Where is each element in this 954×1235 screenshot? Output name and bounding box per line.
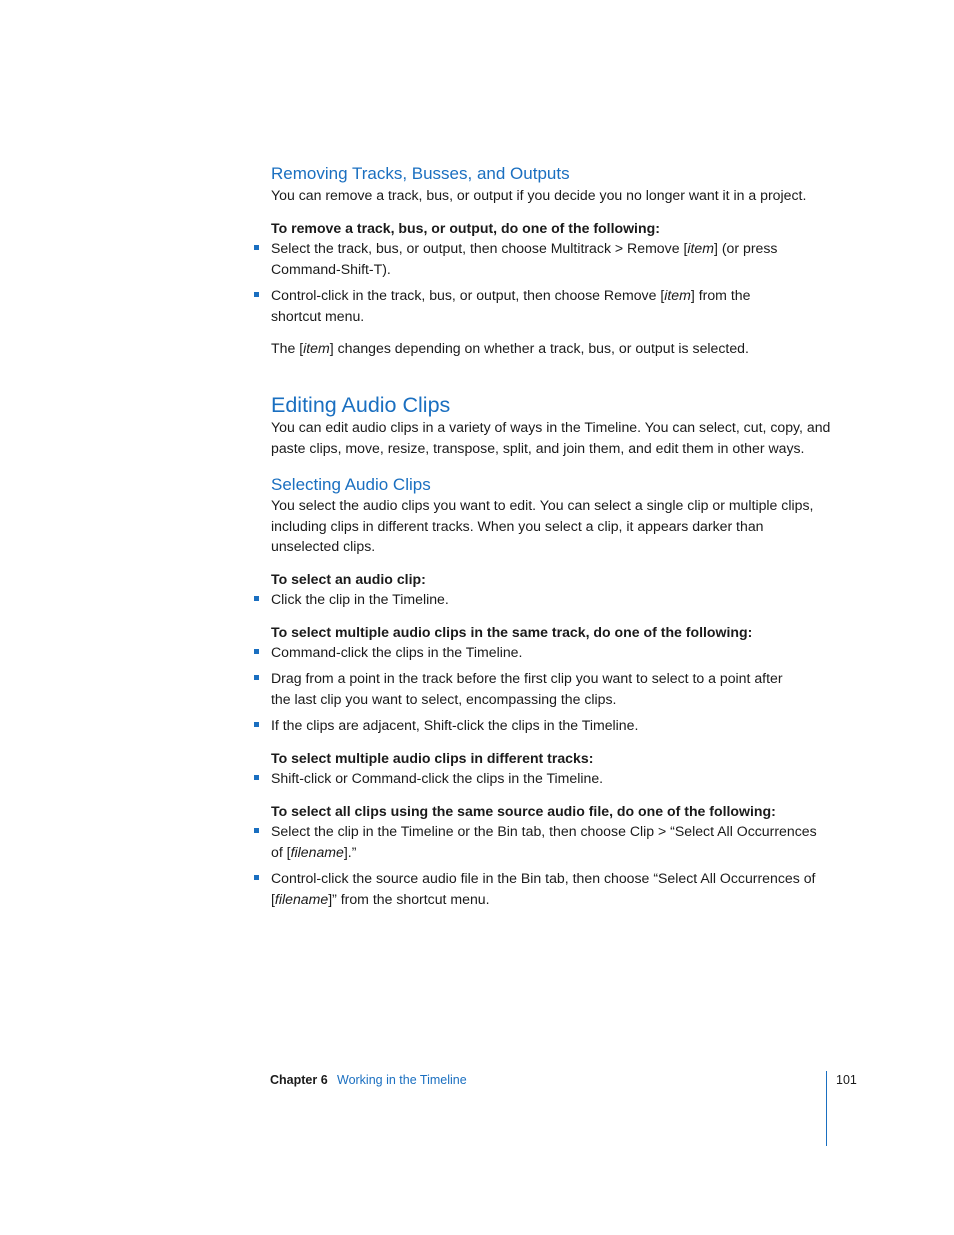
text: Drag from a point in the track before the first clip you want to select to a point after: [271, 670, 783, 686]
text: ] (or press: [714, 240, 778, 256]
text: Select the clip in the Timeline or the Bin tab, then choose Clip > “Select All Occurrences: [271, 823, 817, 839]
footer-divider: [826, 1071, 827, 1146]
text: Control-click the source audio file in the Bin tab, then choose “Select All Occurrences of: [271, 870, 816, 886]
task-heading: To remove a track, bus, or output, do one of the following:: [271, 220, 660, 236]
text: Select the track, bus, or output, then choose Multitrack > Remove [: [271, 240, 688, 256]
list-item: [271, 768, 831, 789]
task-heading: To select an audio clip:: [271, 571, 426, 587]
list-item: [271, 668, 831, 709]
text-italic: item: [303, 340, 330, 356]
section-heading-selecting-audio-clips: Selecting Audio Clips: [271, 475, 431, 494]
text: paste clips, move, resize, transpose, split, and join them, and edit them in other ways.: [271, 439, 805, 456]
text-italic: item: [687, 240, 715, 256]
task-heading: To select multiple audio clips in the same track, do one of the following:: [271, 624, 753, 640]
bullet-icon: [254, 649, 259, 654]
list-item: [271, 238, 831, 279]
list-item: [271, 285, 831, 326]
text: ] from the: [690, 287, 751, 303]
list-item: [271, 821, 831, 862]
bullet-icon: [254, 875, 259, 880]
paragraph: [271, 417, 831, 458]
bullet-icon: [254, 722, 259, 727]
chapter-section-heading-editing-audio-clips: Editing Audio Clips: [271, 393, 451, 417]
text: Click the clip in the Timeline.: [271, 591, 449, 607]
text: Control-click in the track, bus, or output, then choose Remove [: [271, 287, 665, 303]
list-item: [271, 642, 831, 663]
text: unselected clips.: [271, 538, 376, 555]
text: Shift-click or Command-click the clips in the Timeline.: [271, 770, 604, 786]
paragraph: [271, 495, 831, 557]
bullet-icon: [254, 292, 259, 297]
note-paragraph: [271, 338, 831, 359]
section-heading-removing-tracks: Removing Tracks, Busses, and Outputs: [271, 164, 570, 183]
footer-chapter-label: Chapter 6: [270, 1073, 328, 1087]
text: ].”: [343, 843, 357, 860]
bullet-icon: [254, 675, 259, 680]
list-item: [271, 589, 831, 610]
text: If the clips are adjacent, Shift-click the clips in the Timeline.: [271, 717, 639, 733]
bullet-icon: [254, 596, 259, 601]
text: Command-Shift-T).: [271, 260, 391, 277]
footer-chapter-title: Working in the Timeline: [337, 1073, 467, 1087]
task-heading: To select all clips using the same source audio file, do one of the following:: [271, 803, 776, 819]
text: including clips in different tracks. When you select a clip, it appears darker than: [271, 517, 764, 534]
bullet-icon: [254, 245, 259, 250]
bullet-icon: [254, 775, 259, 780]
text: Command-click the clips in the Timeline.: [271, 644, 523, 660]
list-item: [271, 868, 831, 909]
text-italic: item: [664, 287, 691, 303]
bullet-icon: [254, 828, 259, 833]
text: the last clip you want to select, encompassing the clips.: [271, 690, 617, 707]
text: The [: [271, 340, 304, 356]
text: You select the audio clips you want to edit. You can select a single clip or multiple clips,: [271, 497, 814, 513]
paragraph: You can remove a track, bus, or output if you decide you no longer want it in a project.: [271, 187, 807, 203]
list-item: [271, 715, 831, 736]
page-number: 101: [836, 1073, 857, 1087]
text: ]” from the shortcut menu.: [328, 890, 490, 907]
text: [: [271, 890, 275, 907]
text-italic: filename: [290, 843, 344, 860]
text-italic: filename: [274, 890, 329, 907]
text: shortcut menu.: [271, 307, 365, 324]
text: of [: [271, 843, 291, 860]
text: You can edit audio clips in a variety of ways in the Timeline. You can select, cut, copy, and: [271, 419, 831, 435]
task-heading: To select multiple audio clips in different tracks:: [271, 750, 594, 766]
text: ] changes depending on whether a track, bus, or output is selected.: [329, 340, 749, 356]
